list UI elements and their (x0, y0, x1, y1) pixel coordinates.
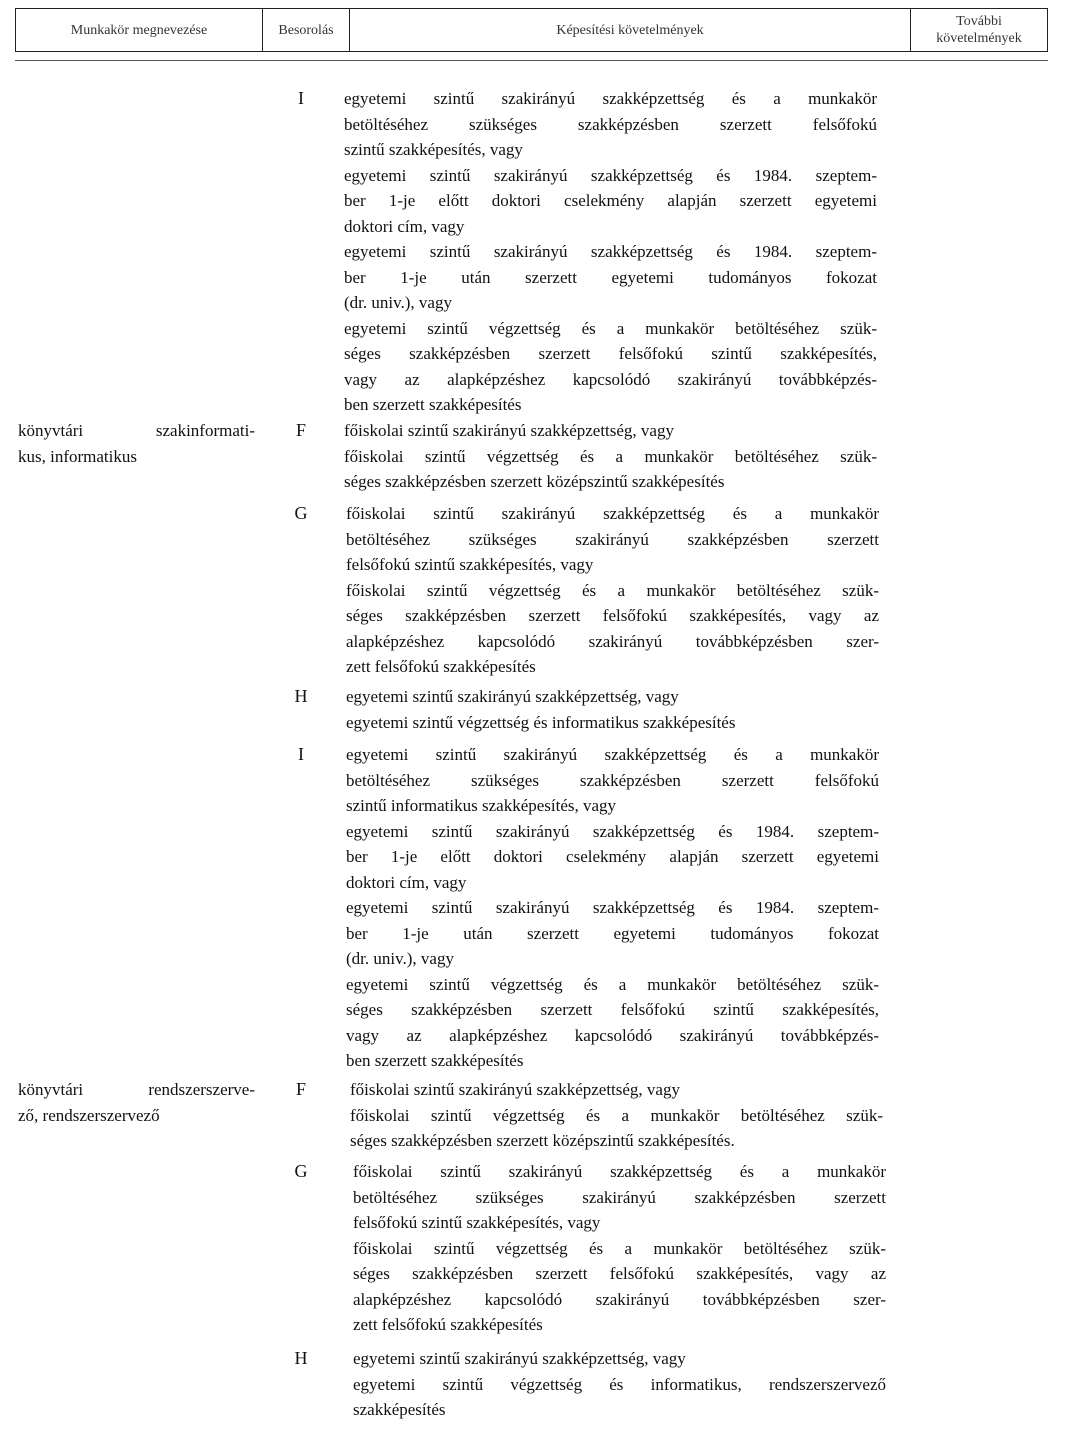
requirement-line: egyetemi szintű szakirányú szakképzettség, vagy (346, 687, 679, 706)
grade-code: H (294, 686, 308, 706)
requirement-line: főiskolai szintű végzettség és a munkakör betöltéséhez szük- (350, 1105, 883, 1125)
requirement-line: ber 1-je előtt doktori cselekmény alapján szerzett egyetemi (344, 191, 877, 210)
requirement-line: séges szakképzésben szerzett felsőfokú szakképesítés, vagy az (353, 1264, 886, 1283)
requirement-line: egyetemi szintű szakirányú szakképzettség és a munkakör (346, 745, 879, 764)
requirement-line: alapképzéshez kapcsolódó szakirányú továbbképzésben szer- (346, 631, 879, 651)
requirement-line: egyetemi szintű szakirányú szakképzettség és a munkakör (344, 89, 877, 108)
requirement-line: séges szakképzésben szerzett felsőfokú szintű szakképesítés, (346, 1000, 879, 1019)
grade-code: I (298, 744, 304, 764)
job-title-line: könyvtári szakinformati- (18, 421, 255, 440)
requirement-line: egyetemi szintű végzettség és informatikus szakképesítés (346, 712, 736, 732)
requirement-line: ben szerzett szakképesítés (346, 1051, 524, 1070)
requirement-line: zett felsőfokú szakképesítés (346, 657, 536, 676)
requirement-line: szakképesítés (353, 1400, 446, 1419)
requirement-line: egyetemi szintű szakirányú szakképzettség és 1984. szeptem- (346, 898, 879, 917)
grade-code: G (294, 503, 308, 523)
qualification-requirements (344, 418, 877, 495)
requirement-line: egyetemi szintű szakirányú szakképzettség és 1984. szeptem- (346, 821, 879, 841)
grade-code: G (294, 1161, 308, 1181)
requirement-line: betöltéséhez szükséges szakirányú szakképzésben szerzett (346, 529, 879, 549)
header-col-further-line1: További (956, 14, 1002, 29)
requirement-line: (dr. univ.), vagy (346, 949, 454, 968)
header-col-qualification-label: Képesítési követelmények (556, 22, 704, 38)
header-col-grade-label: Besorolás (278, 22, 334, 38)
header-col-further-line2: követelmények (936, 31, 1022, 46)
requirement-line: főiskolai szintű szakirányú szakképzettség és a munkakör (353, 1162, 886, 1181)
job-title-line: ző, rendszerszervező (18, 1105, 160, 1125)
requirement-line: egyetemi szintű végzettség és informatikus, rendszerszervező (353, 1374, 886, 1394)
requirement-line: egyetemi szintű szakirányú szakképzettség és 1984. szeptem- (344, 165, 877, 185)
requirement-line: vagy az alapképzéshez kapcsolódó szakirányú továbbképzés- (344, 369, 877, 389)
requirement-line: ber 1-je után szerzett egyetemi tudományos fokozat (346, 923, 879, 943)
requirement-line: főiskolai szintű szakirányú szakképzettség, vagy (344, 421, 674, 440)
requirement-line: ben szerzett szakképesítés (344, 395, 522, 414)
table-header (15, 8, 1048, 52)
requirement-line: séges szakképzésben szerzett középszintű szakképesítés. (350, 1131, 735, 1150)
qualification-requirements (344, 86, 877, 418)
header-col-title-label: Munkakör megnevezése (70, 22, 208, 38)
requirement-line: főiskolai szintű végzettség és a munkakör betöltéséhez szük- (344, 446, 877, 466)
requirement-line: vagy az alapképzéshez kapcsolódó szakirányú továbbképzés- (346, 1025, 879, 1045)
requirement-line: felsőfokú szintű szakképesítés, vagy (353, 1213, 601, 1232)
requirement-line: (dr. univ.), vagy (344, 293, 452, 312)
requirement-line: doktori cím, vagy (346, 872, 467, 892)
header-underline (15, 60, 1048, 61)
requirement-line: szintű informatikus szakképesítés, vagy (346, 796, 617, 815)
grade-code: I (298, 88, 304, 108)
requirement-line: betöltéséhez szükséges szakirányú szakképzésben szerzett (353, 1187, 886, 1207)
job-title-line: könyvtári rendszerszerve- (18, 1080, 255, 1099)
header-col-further-label (936, 13, 1022, 47)
header-col-title (16, 9, 263, 51)
requirement-line: felsőfokú szintű szakképesítés, vagy (346, 555, 594, 574)
grade-code: F (295, 1079, 306, 1099)
qualification-requirements (350, 1077, 883, 1154)
requirement-line: zett felsőfokú szakképesítés (353, 1315, 543, 1334)
header-col-grade (263, 9, 350, 51)
requirement-line: főiskolai szintű szakirányú szakképzettség és a munkakör (346, 504, 879, 523)
qualification-requirements (346, 684, 879, 735)
requirement-line: betöltéséhez szükséges szakképzésben szerzett felsőfokú (344, 114, 877, 134)
header-col-qualification (350, 9, 911, 51)
requirement-line: betöltéséhez szükséges szakképzésben szerzett felsőfokú (346, 770, 879, 790)
requirement-line: egyetemi szintű szakirányú szakképzettség és 1984. szeptem- (344, 242, 877, 261)
grade-code: H (294, 1348, 308, 1368)
requirement-line: doktori cím, vagy (344, 216, 465, 236)
qualification-requirements (353, 1346, 886, 1423)
requirement-line: szintű szakképesítés, vagy (344, 140, 523, 159)
requirement-line: főiskolai szintű végzettség és a munkakör betöltéséhez szük- (346, 580, 879, 600)
requirement-line: ber 1-je előtt doktori cselekmény alapján szerzett egyetemi (346, 847, 879, 866)
header-col-further (911, 9, 1047, 51)
requirement-line: séges szakképzésben szerzett felsőfokú szakképesítés, vagy az (346, 606, 879, 625)
requirement-line: egyetemi szintű szakirányú szakképzettség, vagy (353, 1349, 686, 1368)
qualification-requirements (353, 1159, 886, 1338)
job-title (18, 1077, 255, 1128)
qualification-requirements (346, 501, 879, 680)
requirement-line: főiskolai szintű szakirányú szakképzettség, vagy (350, 1080, 680, 1099)
requirement-line: főiskolai szintű végzettség és a munkakör betöltéséhez szük- (353, 1238, 886, 1258)
job-title-line: kus, informatikus (18, 446, 137, 466)
requirement-line: séges szakképzésben szerzett középszintű szakképesítés (344, 472, 725, 491)
requirement-line: alapképzéshez kapcsolódó szakirányú továbbképzésben szer- (353, 1289, 886, 1309)
grade-code: F (295, 420, 306, 440)
requirement-line: egyetemi szintű végzettség és a munkakör betöltéséhez szük- (346, 974, 879, 994)
requirement-line: ber 1-je után szerzett egyetemi tudományos fokozat (344, 267, 877, 287)
requirement-line: egyetemi szintű végzettség és a munkakör betöltéséhez szük- (344, 318, 877, 338)
requirement-line: séges szakképzésben szerzett felsőfokú szintű szakképesítés, (344, 344, 877, 363)
job-title (18, 418, 255, 469)
qualification-requirements (346, 742, 879, 1074)
